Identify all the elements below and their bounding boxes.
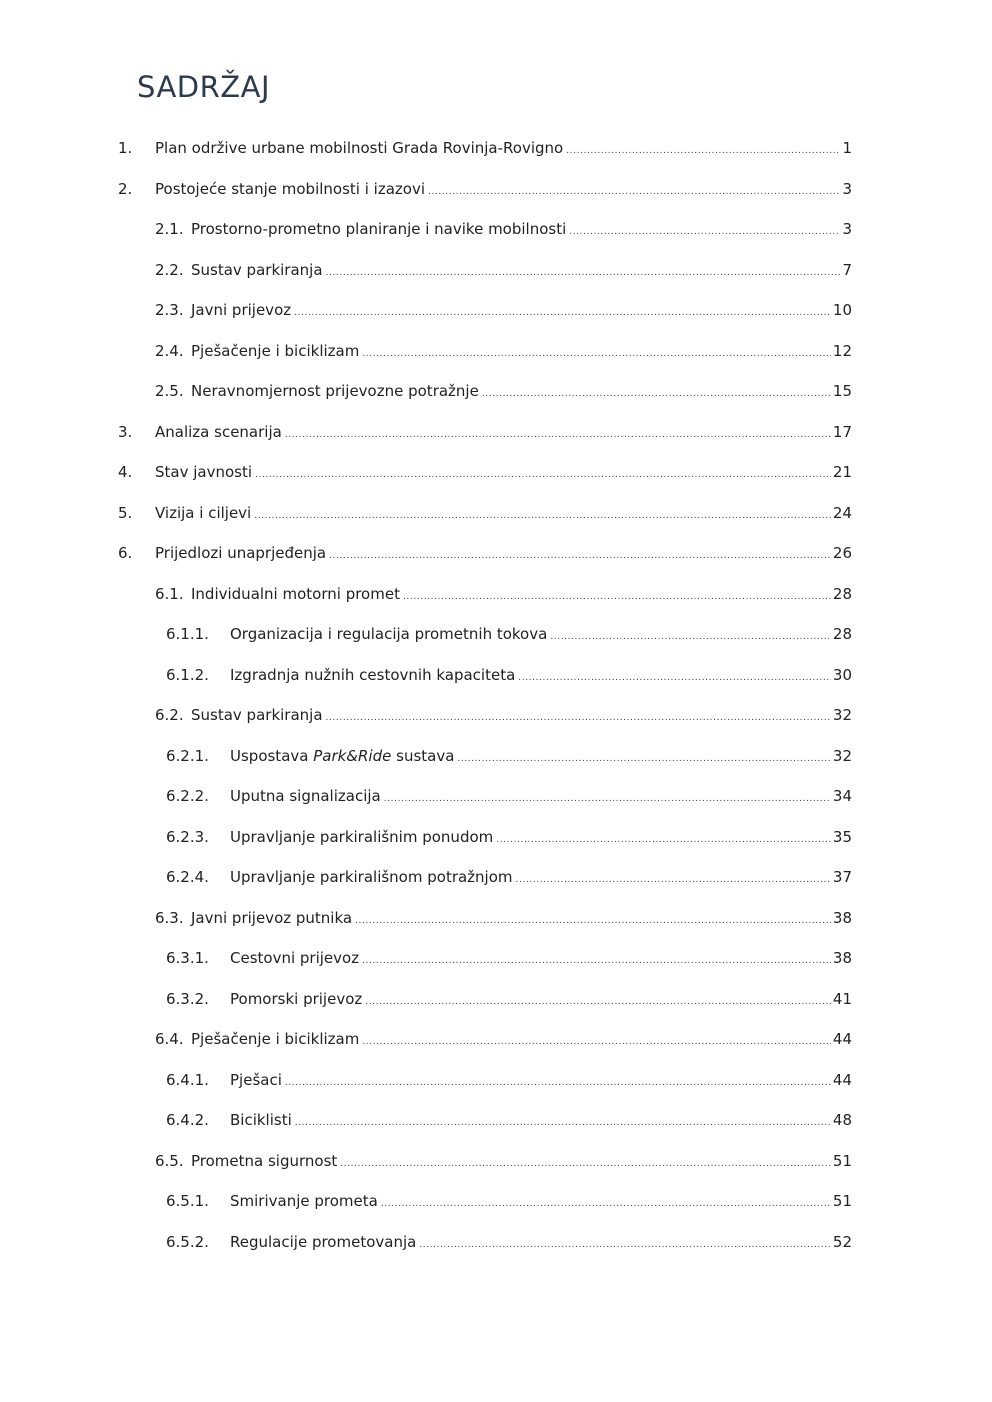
toc-entry-page-number: 37 xyxy=(832,868,852,886)
toc-entry-number: 2.3. xyxy=(155,301,184,319)
toc-entry-page-number: 38 xyxy=(832,949,852,967)
toc-entry-title: Prometna sigurnost xyxy=(191,1151,338,1170)
toc-entry[interactable] xyxy=(155,381,852,401)
toc-entry-number: 6.1. xyxy=(155,584,184,603)
toc-entry-title: Prostorno-prometno planiranje i navike mobilnosti xyxy=(191,220,567,238)
toc-dot-leader xyxy=(381,1194,831,1214)
toc-entry-page-number: 17 xyxy=(832,422,852,441)
toc-entry-title: Pješaci xyxy=(230,1070,282,1089)
toc-entry[interactable] xyxy=(166,867,852,887)
toc-dot-leader xyxy=(566,141,840,161)
toc-entry[interactable] xyxy=(118,179,852,199)
toc-entry[interactable] xyxy=(166,624,852,644)
toc-entry-page-number: 21 xyxy=(832,463,852,481)
toc-entry-number: 6.1.1. xyxy=(166,625,209,643)
toc-dot-leader xyxy=(326,708,831,728)
toc-entry-title-part: Uspostava xyxy=(230,746,314,765)
toc-entry-title-italic: Park&Ride xyxy=(313,746,392,765)
toc-dot-leader xyxy=(254,506,831,526)
toc-dot-leader xyxy=(482,384,831,404)
toc-entry-title: Javni prijevoz putnika xyxy=(191,908,353,927)
toc-entry-title: Organizacija i regulacija prometnih tokova xyxy=(230,625,548,643)
toc-entry-number: 6.4.2. xyxy=(166,1111,209,1129)
toc-entry-page-number: 10 xyxy=(832,301,852,319)
toc-entry-number: 5. xyxy=(118,503,133,522)
toc-entry-number: 6.2.2. xyxy=(166,787,209,805)
toc-entry-title: Regulacije prometovanja xyxy=(230,1232,417,1251)
toc-dot-leader xyxy=(329,546,831,566)
toc-entry-title xyxy=(230,746,454,766)
toc-entry[interactable] xyxy=(118,462,852,482)
toc-entry-page-number: 26 xyxy=(832,544,852,562)
toc-dot-leader xyxy=(384,789,831,809)
toc-dot-leader xyxy=(457,749,831,769)
toc-dot-leader xyxy=(285,1073,831,1093)
toc-dot-leader xyxy=(403,587,831,607)
toc-entry[interactable] xyxy=(155,341,852,361)
toc-entry[interactable] xyxy=(155,260,852,280)
toc-dot-leader xyxy=(285,425,831,445)
toc-entry[interactable] xyxy=(166,746,852,766)
toc-entry[interactable] xyxy=(166,989,852,1009)
toc-entry-number: 2.1. xyxy=(155,220,184,238)
toc-entry-page-number: 32 xyxy=(832,746,852,765)
toc-entry-number: 2.4. xyxy=(155,341,184,360)
toc-entry-page-number: 41 xyxy=(832,989,852,1008)
toc-dot-leader xyxy=(518,668,831,688)
toc-entry-number: 6.2.4. xyxy=(166,868,209,886)
toc-entry-number: 2.2. xyxy=(155,260,184,279)
toc-entry-page-number: 12 xyxy=(832,341,852,360)
toc-dot-leader xyxy=(569,222,840,242)
toc-entry-page-number: 15 xyxy=(832,382,852,400)
toc-dot-leader xyxy=(516,870,831,890)
toc-dot-leader xyxy=(294,303,831,323)
toc-entry-page-number: 3 xyxy=(842,220,852,238)
toc-entry-number: 6.5.2. xyxy=(166,1232,209,1251)
toc-entry-page-number: 28 xyxy=(832,625,852,643)
toc-entry[interactable] xyxy=(155,300,852,320)
toc-entry-title: Javni prijevoz xyxy=(191,301,292,319)
toc-entry-page-number: 32 xyxy=(832,706,852,724)
toc-entry[interactable] xyxy=(166,948,852,968)
toc-entry[interactable] xyxy=(155,1151,852,1171)
toc-dot-leader xyxy=(419,1235,831,1255)
toc-entry-number: 1. xyxy=(118,139,133,157)
toc-entry[interactable] xyxy=(118,422,852,442)
toc-entry-number: 6.5.1. xyxy=(166,1192,209,1210)
toc-entry-title: Pomorski prijevoz xyxy=(230,989,363,1008)
toc-dot-leader xyxy=(326,263,841,283)
toc-entry-title: Stav javnosti xyxy=(155,463,253,481)
toc-entry[interactable] xyxy=(166,827,852,847)
toc-entry-title: Prijedlozi unaprjeđenja xyxy=(155,544,327,562)
toc-entry-page-number: 48 xyxy=(832,1111,852,1129)
toc-dot-leader xyxy=(362,951,831,971)
toc-entry-page-number: 44 xyxy=(832,1070,852,1089)
toc-entry-title: Neravnomjernost prijevozne potražnje xyxy=(191,382,479,400)
toc-entry-number: 6.2.3. xyxy=(166,827,209,846)
toc-entry[interactable] xyxy=(166,1070,852,1090)
toc-entry[interactable] xyxy=(166,1232,852,1252)
toc-entry-page-number: 44 xyxy=(832,1030,852,1048)
toc-entry-page-number: 28 xyxy=(832,584,852,603)
toc-entry-number: 6.3. xyxy=(155,908,184,927)
toc-dot-leader xyxy=(295,1113,831,1133)
toc-entry-page-number: 1 xyxy=(842,139,852,157)
toc-entry[interactable] xyxy=(155,219,852,239)
toc-entry-number: 3. xyxy=(118,422,133,441)
page-title: SADRŽAJ xyxy=(137,70,271,104)
toc-entry[interactable] xyxy=(118,543,852,563)
toc-entry-number: 6.5. xyxy=(155,1151,184,1170)
toc-entry-number: 6.4.1. xyxy=(166,1070,209,1089)
toc-entry[interactable] xyxy=(155,705,852,725)
toc-entry-page-number: 35 xyxy=(832,827,852,846)
toc-entry-title: Plan održive urbane mobilnosti Grada Rovinja-Rovigno xyxy=(155,139,564,157)
toc-dot-leader xyxy=(255,465,831,485)
toc-entry-number: 6.1.2. xyxy=(166,665,209,684)
toc-dot-leader xyxy=(550,627,831,647)
toc-entry-page-number: 30 xyxy=(832,665,852,684)
toc-dot-leader xyxy=(340,1154,831,1174)
toc-entry-number: 2. xyxy=(118,179,133,198)
toc-entry[interactable] xyxy=(166,1110,852,1130)
toc-entry-title: Vizija i ciljevi xyxy=(155,503,252,522)
toc-entry[interactable] xyxy=(118,138,852,158)
toc-entry-title: Cestovni prijevoz xyxy=(230,949,360,967)
toc-entry[interactable] xyxy=(166,786,852,806)
toc-entry-page-number: 24 xyxy=(832,503,852,522)
toc-entry-title: Biciklisti xyxy=(230,1111,292,1129)
toc-entry-title: Sustav parkiranja xyxy=(191,706,323,724)
toc-entry-title-part: sustava xyxy=(391,746,455,765)
toc-entry-number: 6.2. xyxy=(155,706,184,724)
toc-entry-title: Izgradnja nužnih cestovnih kapaciteta xyxy=(230,665,516,684)
toc-entry-title: Pješačenje i biciklizam xyxy=(191,1030,360,1048)
toc-entry-page-number: 38 xyxy=(832,908,852,927)
toc-dot-leader xyxy=(365,992,831,1012)
toc-entry[interactable] xyxy=(155,584,852,604)
toc-entry[interactable] xyxy=(166,1191,852,1211)
toc-entry-page-number: 51 xyxy=(832,1192,852,1210)
toc-entry-title: Individualni motorni promet xyxy=(191,584,400,603)
toc-entry[interactable] xyxy=(155,908,852,928)
toc-dot-leader xyxy=(362,344,831,364)
toc-entry[interactable] xyxy=(155,1029,852,1049)
toc-entry-title: Pješačenje i biciklizam xyxy=(191,341,360,360)
toc-entry-title: Smirivanje prometa xyxy=(230,1192,378,1210)
toc-entry-number: 6.3.2. xyxy=(166,989,209,1008)
toc-dot-leader xyxy=(496,830,831,850)
toc-dot-leader xyxy=(362,1032,831,1052)
toc-entry-number: 2.5. xyxy=(155,382,184,400)
toc-entry-page-number: 52 xyxy=(832,1232,852,1251)
toc-entry[interactable] xyxy=(166,665,852,685)
toc-entry-number: 6.4. xyxy=(155,1030,184,1048)
toc-entry-title: Analiza scenarija xyxy=(155,422,282,441)
toc-entry-page-number: 3 xyxy=(842,179,852,198)
toc-entry-title: Upravljanje parkirališnim ponudom xyxy=(230,827,494,846)
toc-entry-number: 6.3.1. xyxy=(166,949,209,967)
toc-entry-number: 4. xyxy=(118,463,133,481)
toc-entry-page-number: 7 xyxy=(842,260,852,279)
toc-entry-page-number: 34 xyxy=(832,787,852,805)
toc-entry-title: Sustav parkiranja xyxy=(191,260,323,279)
toc-entry-title: Upravljanje parkirališnom potražnjom xyxy=(230,868,513,886)
toc-entry-title: Postojeće stanje mobilnosti i izazovi xyxy=(155,179,425,198)
toc-dot-leader xyxy=(355,911,831,931)
toc-dot-leader xyxy=(428,182,840,202)
toc-entry-page-number: 51 xyxy=(832,1151,852,1170)
toc-entry-number: 6. xyxy=(118,544,133,562)
toc-entry-title: Uputna signalizacija xyxy=(230,787,381,805)
toc-entry-number: 6.2.1. xyxy=(166,746,209,765)
toc-entry[interactable] xyxy=(118,503,852,523)
